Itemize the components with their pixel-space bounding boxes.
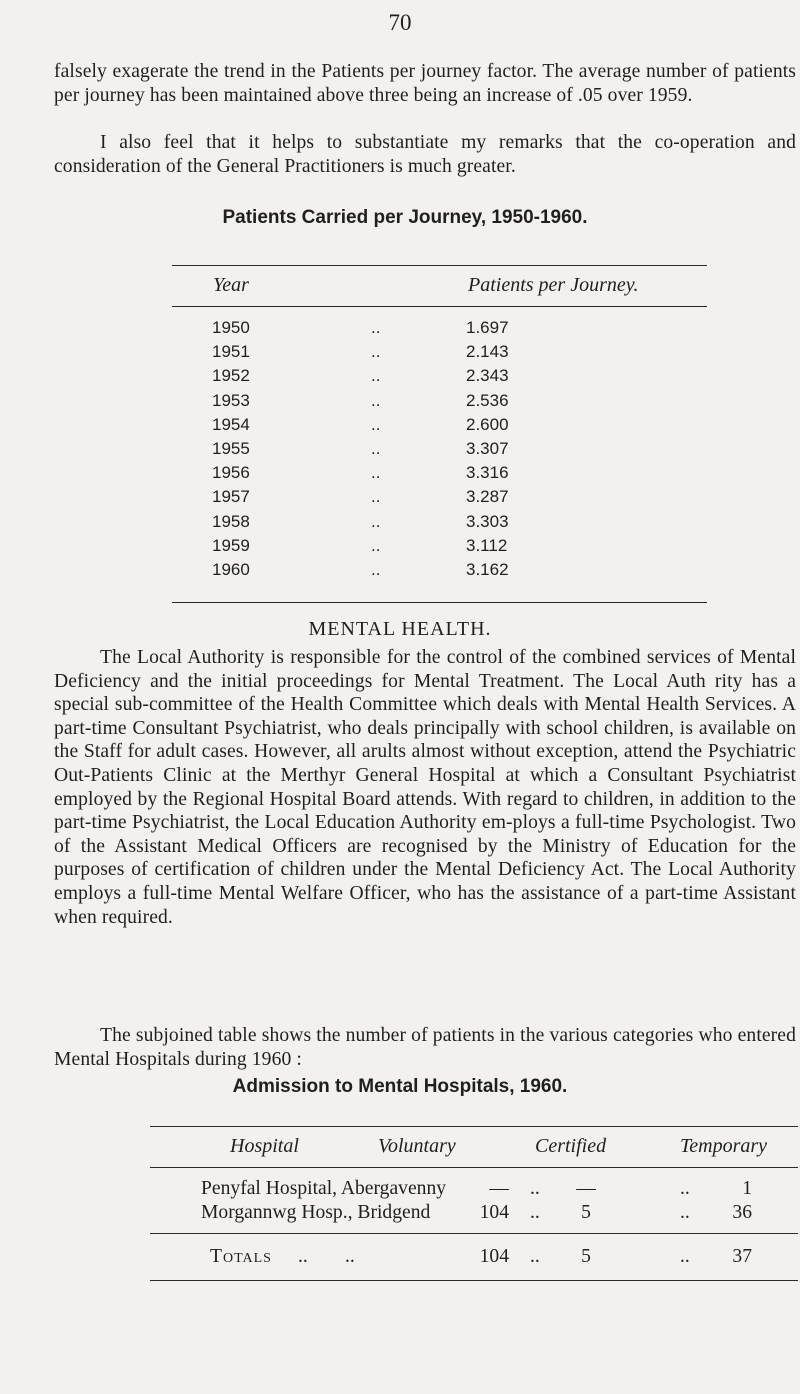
totals-label: Totals (210, 1246, 272, 1267)
leader-dots: .. (371, 342, 381, 362)
totals-rule (150, 1233, 798, 1234)
temporary-value: 1 (742, 1178, 752, 1199)
leader-dots: .. (680, 1246, 690, 1267)
voluntary-value: — (489, 1178, 509, 1199)
leader-dots: .. (371, 414, 381, 434)
table-top-rule (172, 265, 707, 266)
year-cell: 1950 (212, 318, 250, 337)
patients-per-journey-cell: 3.303 (466, 511, 509, 531)
patients-per-journey-cell: 1.697 (466, 318, 509, 337)
year-cell: 1952 (212, 366, 250, 386)
hospital-name: Morgannwg Hosp., Bridgend (201, 1202, 431, 1223)
patients-per-journey-cell: 3.112 (466, 535, 508, 555)
leader-dots: .. (530, 1178, 540, 1199)
leader-dots: .. (371, 390, 381, 410)
year-cell: 1956 (212, 463, 250, 483)
hospital-name: Penyfal Hospital, Abergavenny (201, 1178, 447, 1199)
leader-dots: .. (680, 1202, 690, 1223)
patients-per-journey-cell: 3.162 (466, 560, 509, 579)
year-cell: 1955 (212, 439, 250, 458)
leader-dots: .. (298, 1246, 308, 1267)
leader-dots: .. (371, 463, 381, 483)
voluntary-value: 104 (479, 1202, 509, 1223)
year-cell: 1960 (212, 560, 250, 579)
temporary-column-header: Temporary (680, 1135, 768, 1157)
page-number: 70 (388, 10, 412, 35)
year-cell: 1954 (212, 414, 250, 434)
admissions-top-rule (150, 1126, 798, 1127)
leader-dots: .. (371, 439, 381, 458)
leader-dots: .. (680, 1178, 690, 1199)
table-bottom-rule (172, 602, 707, 603)
leader-dots: .. (371, 318, 381, 337)
voluntary-column-header: Voluntary (378, 1135, 456, 1157)
mental-health-heading: MENTAL HEALTH. (308, 618, 492, 640)
year-cell: 1958 (212, 511, 250, 531)
certified-column-header: Certified (535, 1135, 607, 1157)
admissions-table-title: Admission to Mental Hospitals, 1960. (232, 1076, 568, 1097)
certified-value: 5 (581, 1202, 591, 1223)
patients-per-journey-cell: 2.343 (466, 366, 509, 386)
certified-value: — (576, 1178, 596, 1199)
patients-table-title: Patients Carried per Journey, 1950-1960. (222, 207, 588, 228)
temporary-value: 36 (732, 1202, 752, 1223)
year-column-header: Year (213, 274, 249, 296)
mental-health-paragraph-2: The subjoined table shows the number of patients in the various categories who entered Mental Hospitals during 1960 : (54, 1025, 796, 1070)
certified-total: 5 (581, 1246, 591, 1267)
admissions-bottom-rule (150, 1280, 798, 1281)
header-rule (172, 306, 707, 307)
hospital-column-header: Hospital (230, 1135, 299, 1157)
intro-paragraph-2: I also feel that it helps to substantiate my remarks that the co-operation and consideration of the General Practitioners is much greater. (54, 132, 796, 177)
patients-per-journey-cell: 3.287 (466, 487, 509, 507)
patients-per-journey-cell: 2.600 (466, 414, 509, 434)
year-cell: 1959 (212, 535, 250, 555)
patients-per-journey-cell: 3.316 (466, 463, 509, 483)
admissions-header-rule (150, 1167, 798, 1168)
year-cell: 1957 (212, 487, 250, 507)
patients-per-journey-cell: 2.143 (466, 342, 509, 362)
patients-column-header: Patients per Journey. (468, 274, 639, 296)
leader-dots: .. (530, 1246, 540, 1267)
voluntary-total: 104 (479, 1246, 509, 1267)
leader-dots: .. (371, 366, 381, 386)
leader-dots: .. (371, 511, 381, 531)
leader-dots: .. (371, 560, 381, 579)
mental-health-paragraph-1: The Local Authority is responsible for the control of the combined services of Mental Deficiency and the initial proceedings for Mental Treatment. The Local Auth rity has a special sub-committee of the Health Committee which deals with Mental Health Services. A part-time Consultant Psychiatrist, who deals principally with school children, is available on the Staff for adult cases. However, all arults almost without exception, attend the Psychiatric Out-Patients Clinic at the Merthyr General Hospital at which a Consultant Psychiatrist employed by the Regional Hospital Board attends. With regard to children, in addition to the part-time Psychiatrist, the Local Education Authority em-ploys a full-time Psychologist. Two of the Assistant Medical Officers are recognised by the Ministry of Education for the purposes of certification of children under the Mental Deficiency Act. The Local Authority employs a full-time Mental Welfare Officer, who has the assistance of a part-time Assistant when required. (54, 647, 796, 928)
year-cell: 1953 (212, 390, 250, 410)
leader-dots: .. (345, 1246, 355, 1267)
patients-per-journey-cell: 3.307 (466, 439, 509, 458)
leader-dots: .. (371, 487, 381, 507)
leader-dots: .. (371, 535, 381, 555)
leader-dots: .. (530, 1202, 540, 1223)
temporary-total: 37 (732, 1246, 752, 1267)
year-cell: 1951 (212, 342, 250, 362)
intro-paragraph-1: falsely exagerate the trend in the Patients per journey factor. The average number of patients per journey has been maintained above three being an increase of .05 over 1959. (54, 61, 796, 106)
patients-per-journey-cell: 2.536 (466, 390, 509, 410)
